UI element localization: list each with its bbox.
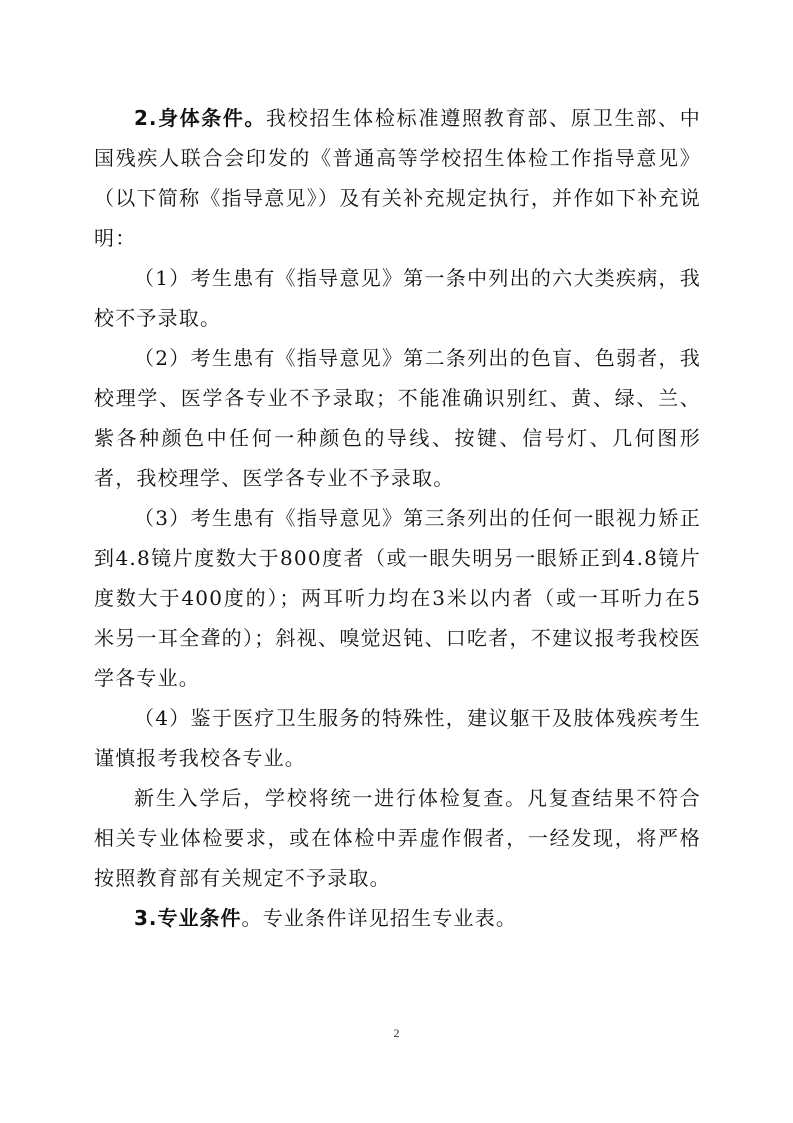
document-body: [94, 98, 701, 938]
heading-major-conditions: 3.专业条件: [134, 906, 242, 930]
paragraph-text: （4）鉴于医疗卫生服务的特殊性，建议躯干及肢体残疾考生谨慎报考我校各专业。: [94, 706, 701, 770]
paragraph-text: 。专业条件详见招生专业表。: [241, 906, 518, 930]
paragraph-item-1: [94, 258, 701, 338]
paragraph-text: 我校招生体检标准遵照教育部、原卫生部、中国残疾人联合会印发的《普通高等学校招生体检工作指导意见》（以下简称《指导意见》）及有关补充规定执行，并作如下补充说明：: [94, 106, 702, 250]
paragraph-major-conditions: [94, 898, 701, 938]
paragraph-item-2: [94, 338, 701, 498]
paragraph-text: 新生入学后，学校将统一进行体检复查。凡复查结果不符合相关专业体检要求，或在体检中弄虚作假者，一经发现，将严格按照教育部有关规定不予录取。: [94, 786, 701, 890]
paragraph-text: （2）考生患有《指导意见》第二条列出的色盲、色弱者，我校理学、医学各专业不予录取；不能准确识别红、黄、绿、兰、紫各种颜色中任何一种颜色的导线、按键、信号灯、几何图形者，我校理学、医学各专业不予录取。: [94, 346, 701, 490]
paragraph-text: （3）考生患有《指导意见》第三条列出的任何一眼视力矫正到4.8镜片度数大于800度者（或一眼失明另一眼矫正到4.8镜片度数大于400度的）；两耳听力均在3米以内者（或一耳听力在5米另一耳全聋的）；斜视、嗅觉迟钝、口吃者，不建议报考我校医学各专业。: [94, 506, 701, 690]
paragraph-physical-conditions: [94, 98, 701, 258]
paragraph-item-3: [94, 498, 701, 698]
paragraph-item-4: [94, 698, 701, 778]
heading-physical-conditions: 2.身体条件。: [134, 106, 266, 130]
page-number: 2: [393, 1026, 400, 1040]
paragraph-text: （1）考生患有《指导意见》第一条中列出的六大类疾病，我校不予录取。: [94, 266, 701, 330]
paragraph-recheck: [94, 778, 701, 898]
